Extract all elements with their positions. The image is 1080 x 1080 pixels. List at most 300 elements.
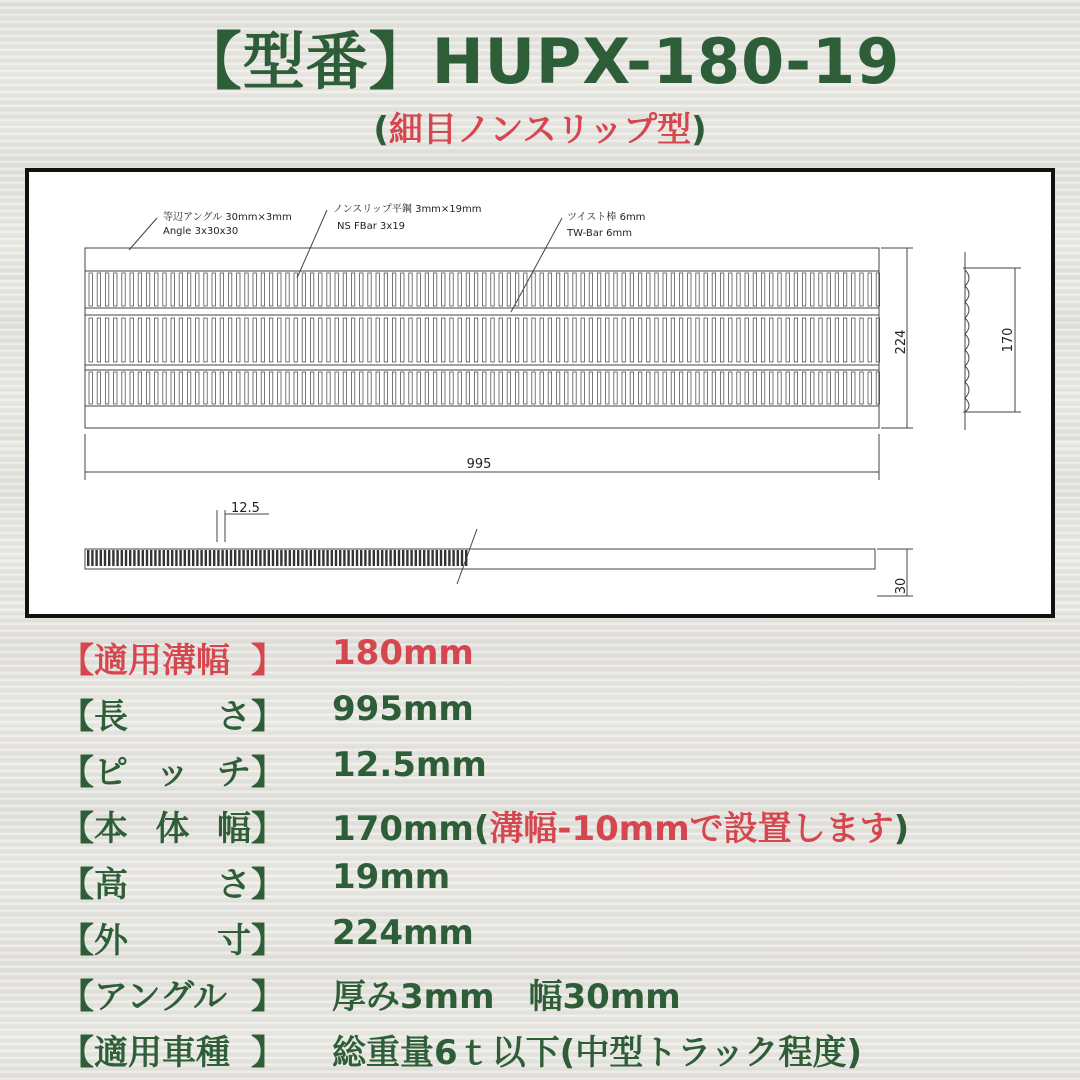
grating-bar (589, 273, 592, 306)
grating-bar (269, 273, 272, 306)
grating-bar (597, 372, 600, 404)
grating-bar (261, 273, 264, 306)
elevation-tooth (259, 550, 261, 566)
grating-bar (261, 372, 264, 404)
grating-bar (286, 372, 289, 404)
grating-bar (802, 273, 805, 306)
grating-bar (688, 372, 691, 404)
grating-bar (614, 318, 617, 362)
technical-drawing (25, 168, 1055, 618)
grating-bar (319, 372, 322, 404)
elevation-tooth (251, 550, 253, 566)
grating-bar (614, 273, 617, 306)
grating-bar (679, 273, 682, 306)
grating-bar (688, 318, 691, 362)
grating-bar (696, 273, 699, 306)
grating-bar (696, 318, 699, 362)
elevation-tooth (461, 550, 463, 566)
grating-bar (515, 372, 518, 404)
grating-bar (433, 372, 436, 404)
grating-bar (319, 318, 322, 362)
grating-bar (573, 318, 576, 362)
grating-bar (146, 372, 149, 404)
grating-bar (163, 273, 166, 306)
grating-bar (368, 273, 371, 306)
grating-bar (122, 318, 125, 362)
grating-bar (761, 273, 764, 306)
elevation-tooth (95, 550, 97, 566)
elevation-tooth (448, 550, 450, 566)
grating-bar (868, 372, 871, 404)
grating-bar (409, 372, 412, 404)
elevation-tooth (322, 550, 324, 566)
grating-bar (835, 318, 838, 362)
grating-bar (786, 273, 789, 306)
grating-bar (737, 318, 740, 362)
grating-bar (401, 372, 404, 404)
grating-bar (401, 273, 404, 306)
grating-bar (269, 318, 272, 362)
grating-bar (622, 273, 625, 306)
grating-bar (712, 372, 715, 404)
grating-bar (524, 273, 527, 306)
grating-bar (860, 372, 863, 404)
elevation-tooth (234, 550, 236, 566)
grating-bar (187, 318, 190, 362)
elevation-tooth (331, 550, 333, 566)
grating-bar (327, 273, 330, 306)
grating-bar (368, 372, 371, 404)
grating-bar (655, 273, 658, 306)
grating-bar (835, 273, 838, 306)
elevation-tooth (268, 550, 270, 566)
grating-bar (614, 372, 617, 404)
grating-bar (606, 372, 609, 404)
grating-bar (704, 273, 707, 306)
grating-bar (827, 318, 830, 362)
grating-bar (753, 318, 756, 362)
elevation-tooth (171, 550, 173, 566)
grating-bar (204, 318, 207, 362)
grating-bar (155, 318, 158, 362)
subtitle-text: 細目ノンスリップ型 (388, 110, 692, 150)
grating-bar (581, 273, 584, 306)
grating-bar (581, 318, 584, 362)
grating-bar (638, 273, 641, 306)
elevation-tooth (142, 550, 144, 566)
elevation-tooth (116, 550, 118, 566)
grating-bar (343, 318, 346, 362)
grating-bar (753, 372, 756, 404)
grating-bar (376, 318, 379, 362)
grating-bar (524, 318, 527, 362)
grating-bar (171, 372, 174, 404)
elevation-tooth (305, 550, 307, 566)
leader-fbar (297, 210, 327, 278)
grating-bar (745, 273, 748, 306)
grating-bar (770, 273, 773, 306)
grating-bar (442, 273, 445, 306)
grating-bar (491, 372, 494, 404)
grating-bar (105, 318, 108, 362)
elevation-tooth (389, 550, 391, 566)
grating-bar (852, 273, 855, 306)
spec-angle-value: 厚み3mm 幅30mm (332, 977, 681, 1017)
elevation-tooth (205, 550, 207, 566)
grating-bar (778, 273, 781, 306)
grating-bar (515, 318, 518, 362)
grating-bar (778, 318, 781, 362)
grating-bar (860, 273, 863, 306)
bar-pattern (89, 273, 880, 404)
spec-height-value: 19mm (332, 857, 451, 897)
elevation-tooth (339, 550, 341, 566)
grating-bar (360, 273, 363, 306)
elevation-tooth (179, 550, 181, 566)
grating-bar (720, 318, 723, 362)
grating-bar (278, 318, 281, 362)
grating-bar (237, 273, 240, 306)
grating-bar (228, 273, 231, 306)
grating-bar (794, 273, 797, 306)
elevation-tooth (280, 550, 282, 566)
grating-bar (130, 372, 133, 404)
grating-bar (647, 318, 650, 362)
grating-bar (261, 318, 264, 362)
elevation-tooth (108, 550, 110, 566)
elevation-tooth (419, 550, 421, 566)
grating-bar (729, 318, 732, 362)
grating-bar (811, 372, 814, 404)
grating-bar (589, 372, 592, 404)
grating-bar (442, 318, 445, 362)
grating-bar (360, 318, 363, 362)
grating-bar (187, 273, 190, 306)
grating-bar (343, 372, 346, 404)
grating-bar (376, 273, 379, 306)
grating-bar (228, 318, 231, 362)
grating-bar (220, 273, 223, 306)
elevation-tooth (406, 550, 408, 566)
elevation-tooth (217, 550, 219, 566)
grating-bar (237, 372, 240, 404)
grating-bar (794, 372, 797, 404)
grating-bar (392, 318, 395, 362)
grating-bar (466, 372, 469, 404)
grating-bar (122, 273, 125, 306)
elevation-tooth (398, 550, 400, 566)
grating-bar (450, 372, 453, 404)
grating-bar (376, 372, 379, 404)
grating-bar (466, 273, 469, 306)
elevation-tooth (255, 550, 257, 566)
grating-bar (212, 372, 215, 404)
grating-bar (679, 372, 682, 404)
grating-bar (852, 372, 855, 404)
elevation-tooth (242, 550, 244, 566)
grating-bar (647, 372, 650, 404)
grating-bar (630, 273, 633, 306)
grating-bar (384, 273, 387, 306)
grating-bar (187, 372, 190, 404)
elevation-tooth (301, 550, 303, 566)
grating-bar (860, 318, 863, 362)
grating-bar (360, 372, 363, 404)
grating-bar (179, 273, 182, 306)
grating-bar (540, 318, 543, 362)
grating-bar (663, 372, 666, 404)
grating-bar (474, 318, 477, 362)
side-wavy-edge (965, 270, 969, 412)
grating-bar (638, 318, 641, 362)
grating-bar (384, 372, 387, 404)
elevation-tooth (465, 550, 467, 566)
grating-bar (868, 273, 871, 306)
grating-bar (499, 372, 502, 404)
grating-bar (163, 372, 166, 404)
elevation-tooth (192, 550, 194, 566)
elevation-tooth (188, 550, 190, 566)
grating-bar (138, 372, 141, 404)
grating-bar (483, 372, 486, 404)
elevation-tooth (289, 550, 291, 566)
dim-30-label: 30 (894, 577, 909, 595)
grating-bar (122, 372, 125, 404)
grating-bar (761, 372, 764, 404)
grating-bar (753, 273, 756, 306)
elevation-tooth (318, 550, 320, 566)
grating-bar (302, 372, 305, 404)
grating-bar (827, 372, 830, 404)
elevation-tooth (276, 550, 278, 566)
grating-bar (679, 318, 682, 362)
grating-bar (146, 318, 149, 362)
grating-bar (565, 318, 568, 362)
grating-bar (409, 318, 412, 362)
grating-bar (647, 273, 650, 306)
elevation-tooth (91, 550, 93, 566)
elevation-tooth (200, 550, 202, 566)
grating-bar (548, 318, 551, 362)
page-subtitle (0, 102, 1080, 151)
elevation-tooth (238, 550, 240, 566)
elevation-tooth (444, 550, 446, 566)
grating-bar (384, 318, 387, 362)
elevation-tooth (121, 550, 123, 566)
grating-bar (138, 273, 141, 306)
grating-bar (155, 372, 158, 404)
grating-bar (606, 318, 609, 362)
grating-bar (655, 318, 658, 362)
elevation-tooth (423, 550, 425, 566)
elevation-tooth (352, 550, 354, 566)
elevation-tooth (356, 550, 358, 566)
fbar-label-en: NS FBar 3x19 (337, 221, 406, 232)
grating-bar (425, 372, 428, 404)
grating-bar (573, 372, 576, 404)
spec-body-width-value: 170mm(溝幅-10mmで設置します) (332, 809, 910, 849)
grating-bar (540, 372, 543, 404)
grating-bar (417, 273, 420, 306)
grating-bar (351, 318, 354, 362)
elevation-tooth (175, 550, 177, 566)
grating-bar (573, 273, 576, 306)
grating-bar (802, 372, 805, 404)
elevation-tooth (133, 550, 135, 566)
elevation-tooth (347, 550, 349, 566)
grating-bar (827, 273, 830, 306)
subtitle-open: ( (373, 110, 389, 150)
grating-bar (433, 318, 436, 362)
grating-bar (811, 318, 814, 362)
grating-bar (89, 273, 92, 306)
grating-bar (720, 372, 723, 404)
grating-bar (245, 318, 248, 362)
grating-bar (671, 273, 674, 306)
grating-bar (532, 273, 535, 306)
grating-bar (327, 372, 330, 404)
grating-bar (204, 273, 207, 306)
grating-bar (130, 273, 133, 306)
dim-995-label: 995 (466, 457, 492, 472)
elevation-tooth (154, 550, 156, 566)
grating-bar (302, 318, 305, 362)
spec-vehicle-value: 総重量6ｔ以下(中型トラック程度) (332, 1033, 863, 1073)
elevation-tooth (410, 550, 412, 566)
grating-bar (392, 273, 395, 306)
grating-bar (655, 372, 658, 404)
grating-bar (556, 273, 559, 306)
leader-angle (129, 218, 157, 250)
grating-bar (310, 372, 313, 404)
grating-bar (409, 273, 412, 306)
grating-bar (811, 273, 814, 306)
grating-bar (417, 318, 420, 362)
grating-bar (392, 372, 395, 404)
grating-bar (843, 273, 846, 306)
elevation-tooth (431, 550, 433, 566)
grating-bar (114, 273, 117, 306)
grating-bar (532, 372, 535, 404)
grating-bar (606, 273, 609, 306)
elevation-tooth (457, 550, 459, 566)
grating-bar (556, 318, 559, 362)
elevation-tooth (125, 550, 127, 566)
grating-bar (761, 318, 764, 362)
elevation-tooth (112, 550, 114, 566)
elevation-tooth (213, 550, 215, 566)
elevation-tooth (364, 550, 366, 566)
grating-bar (688, 273, 691, 306)
grating-bar (97, 273, 100, 306)
grating-bar (852, 318, 855, 362)
grating-bar (179, 318, 182, 362)
elevation-tooth (104, 550, 106, 566)
grating-bar (474, 273, 477, 306)
grating-bar (89, 318, 92, 362)
grating-bar (105, 372, 108, 404)
grating-bar (524, 372, 527, 404)
grating-bar (425, 273, 428, 306)
grating-bar (433, 273, 436, 306)
grating-bar (269, 372, 272, 404)
grating-bar (368, 318, 371, 362)
grating-bar (220, 372, 223, 404)
angle-label-jp: 等辺アングル 30mm×3mm (163, 212, 292, 223)
fbar-label-jp: ノンスリップ平鋼 3mm×19mm (333, 204, 482, 215)
grating-bar (630, 318, 633, 362)
grating-bar (302, 273, 305, 306)
grating-bar (507, 372, 510, 404)
grating-bar (212, 273, 215, 306)
grating-bar (105, 273, 108, 306)
grating-bar (565, 372, 568, 404)
elevation-tooth (377, 550, 379, 566)
elevation-body (85, 549, 875, 569)
grating-bar (401, 318, 404, 362)
spec-ditch-width-value: 180mm (332, 633, 474, 673)
dim-pitch-label: 12.5 (231, 501, 260, 516)
elevation-tooth (326, 550, 328, 566)
elevation-tooth (150, 550, 152, 566)
grating-bar (458, 318, 461, 362)
elevation-tooth (230, 550, 232, 566)
spec-pitch-value: 12.5mm (332, 745, 487, 785)
grating-bar (97, 372, 100, 404)
page-title: 【型番】HUPX-180-19 (179, 25, 901, 98)
grating-bar (835, 372, 838, 404)
grating-bar (737, 273, 740, 306)
grating-bar (114, 372, 117, 404)
grating-bar (417, 372, 420, 404)
grating-bar (278, 372, 281, 404)
grating-bar (474, 372, 477, 404)
grating-bar (778, 372, 781, 404)
grating-bar (425, 318, 428, 362)
grating-bar (540, 273, 543, 306)
grating-bar (163, 318, 166, 362)
grating-bar (130, 318, 133, 362)
grating-bar (729, 273, 732, 306)
grating-bar (786, 318, 789, 362)
elevation-tooth (196, 550, 198, 566)
grating-bar (483, 318, 486, 362)
grating-bar (253, 318, 256, 362)
grating-bar (737, 372, 740, 404)
grating-bar (622, 318, 625, 362)
grating-bar (712, 273, 715, 306)
grating-bar (220, 318, 223, 362)
grating-bar (171, 273, 174, 306)
grating-bar (794, 318, 797, 362)
elevation-tooth (209, 550, 211, 566)
elevation-tooth (226, 550, 228, 566)
grating-bar (253, 273, 256, 306)
grating-bar (138, 318, 141, 362)
grating-bar (770, 318, 773, 362)
subtitle-close: ) (691, 110, 707, 150)
elevation-tooth (415, 550, 417, 566)
grating-bar (819, 273, 822, 306)
grating-bar (146, 273, 149, 306)
grating-bar (786, 372, 789, 404)
grating-bar (507, 318, 510, 362)
grating-bar (466, 318, 469, 362)
grating-bar (114, 318, 117, 362)
grating-bar (327, 318, 330, 362)
elevation-tooth (402, 550, 404, 566)
grating-bar (179, 372, 182, 404)
